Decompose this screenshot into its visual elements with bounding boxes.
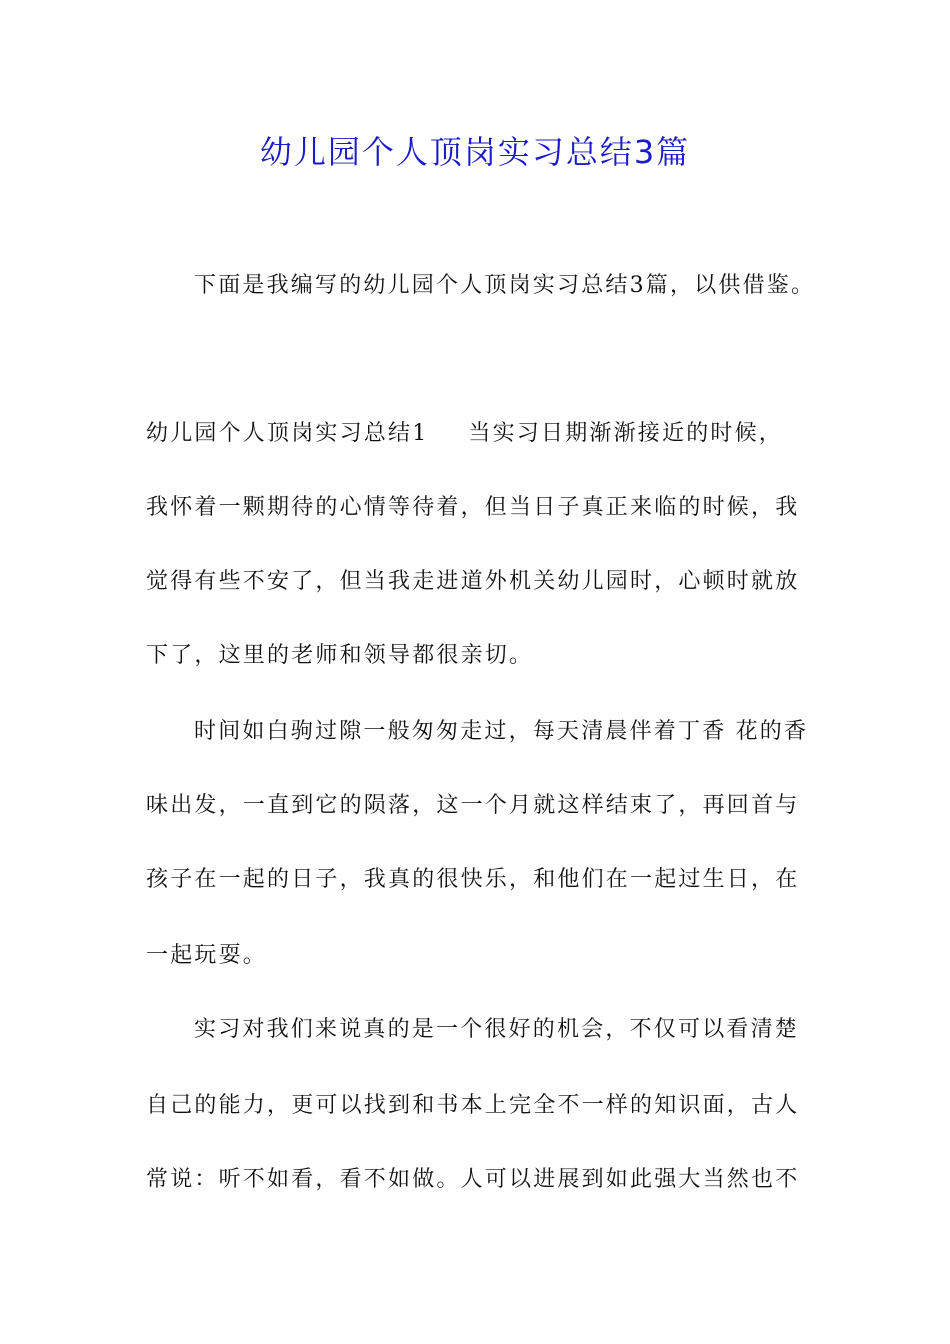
- paragraph-line: 我怀着一颗期待的心情等待着，但当日子真正来临的时候，我: [146, 495, 800, 520]
- paragraph-line: 一起玩耍。: [146, 943, 268, 968]
- paragraph-line: 觉得有些不安了，但当我走进道外机关幼儿园时，心顿时就放: [146, 569, 800, 594]
- paragraph-line: 时间如白驹过隙一般匆匆走过，每天清晨伴着丁香 花的香: [194, 719, 809, 744]
- paragraph-line: 孩子在一起的日子，我真的很快乐，和他们在一起过生日，在: [146, 867, 800, 892]
- intro-line: 下面是我编写的幼儿园个人顶岗实习总结3篇，以供借鉴。: [194, 273, 816, 298]
- section-heading-line: [146, 416, 806, 452]
- paragraph-line: 常说：听不如看，看不如做。人可以进展到如此强大当然也不: [146, 1167, 800, 1192]
- section-heading: 幼儿园个人顶岗实习总结1: [146, 421, 429, 446]
- paragraph-line: 自己的能力，更可以找到和书本上完全不一样的知识面，古人: [146, 1093, 800, 1118]
- paragraph-line: 当实习日期渐渐接近的时候，: [468, 421, 784, 446]
- document-title: 幼儿园个人顶岗实习总结3篇: [259, 133, 691, 171]
- paragraph-line: 味出发，一直到它的陨落，这一个月就这样结束了，再回首与: [146, 793, 800, 818]
- paragraph-line: 下了，这里的老师和领导都很亲切。: [146, 643, 534, 668]
- paragraph-line: 实习对我们来说真的是一个很好的机会，不仅可以看清楚: [194, 1017, 800, 1042]
